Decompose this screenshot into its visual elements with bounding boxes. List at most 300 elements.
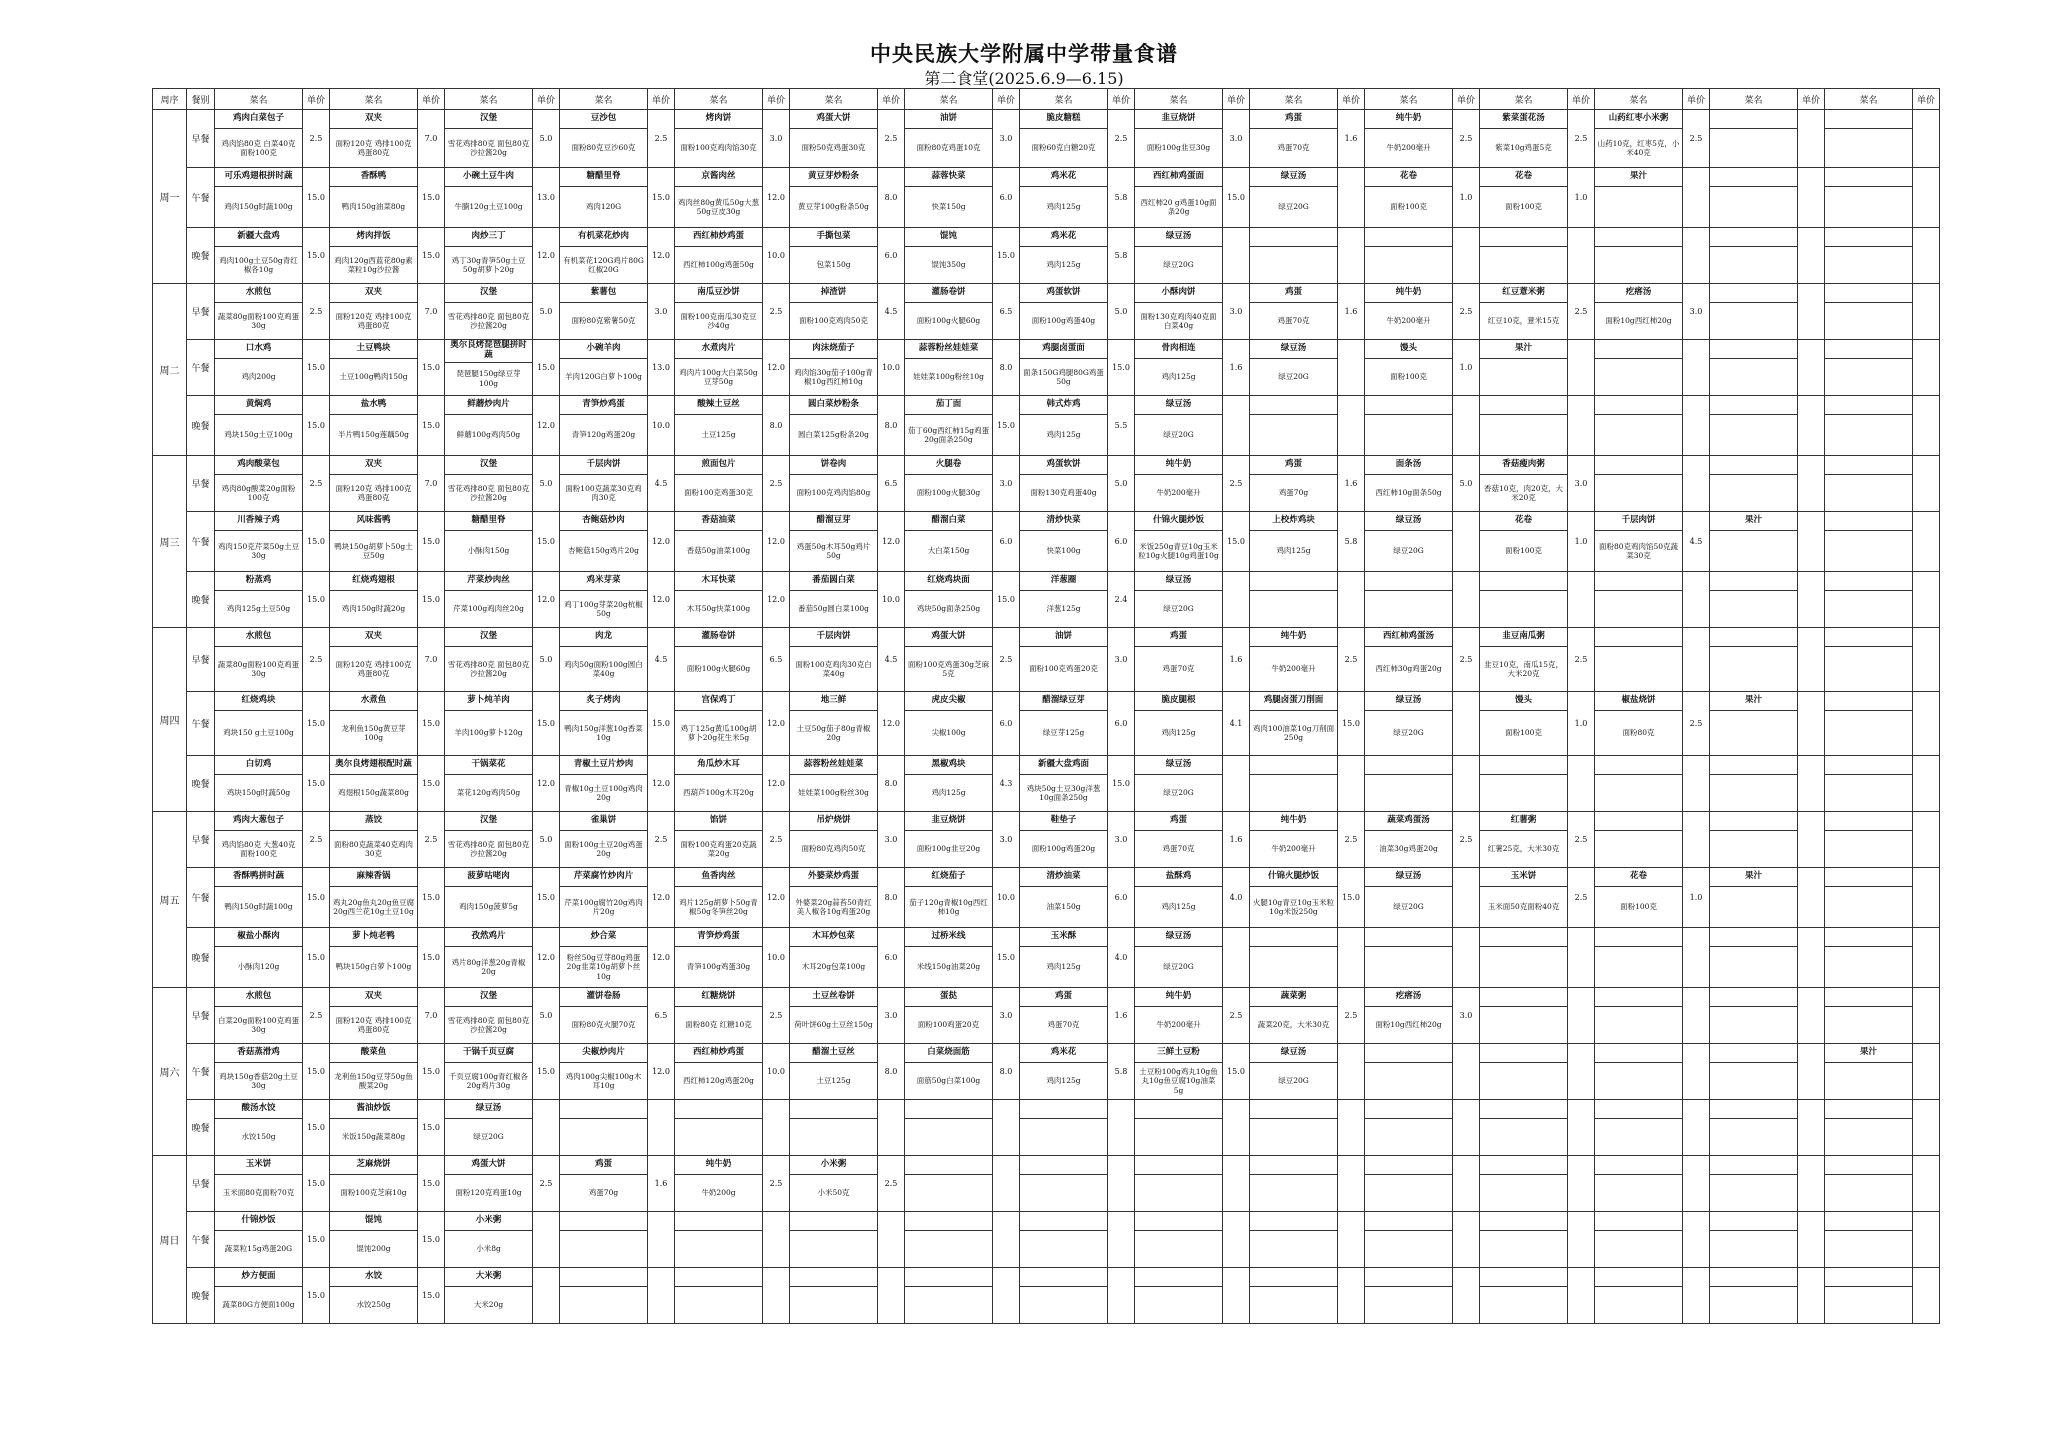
dish-ingredients: 鸡肉200g — [241, 372, 276, 382]
dish-name — [905, 1268, 992, 1287]
dish-cell — [1135, 812, 1223, 868]
dish-price: 15.0 — [418, 168, 445, 228]
dish-cell — [1825, 284, 1913, 340]
dish-price — [1223, 756, 1250, 812]
header-meal: 餐别 — [187, 89, 215, 110]
dish-name: 鸡蛋 — [1135, 812, 1222, 831]
dish-price: 15.0 — [533, 340, 560, 396]
meal-label: 晚餐 — [187, 572, 215, 628]
dish-name — [1825, 692, 1912, 711]
dish-name — [1595, 812, 1682, 831]
dish-cell — [1825, 868, 1913, 928]
dish-cell — [1250, 1044, 1338, 1100]
dish-ingredients: 蔬菜80g面粉100克鸡蛋30g — [217, 659, 300, 678]
dish-price — [1453, 512, 1480, 572]
dish-price — [1453, 756, 1480, 812]
dish-cell — [905, 396, 993, 456]
dish-cell — [1595, 628, 1683, 692]
dish-name: 虎皮尖椒 — [905, 692, 992, 711]
dish-price — [1683, 1268, 1710, 1324]
meal-label: 晚餐 — [187, 396, 215, 456]
dish-price: 2.5 — [1568, 110, 1595, 168]
day-label: 周一 — [153, 110, 187, 284]
header-dish-name: 菜名 — [560, 89, 648, 110]
dish-name — [1825, 868, 1912, 887]
dish-name: 炙子烤肉 — [560, 692, 647, 711]
dish-ingredients — [1480, 1175, 1567, 1211]
dish-price — [1798, 928, 1825, 988]
dish-name — [1595, 756, 1682, 775]
dish-cell — [215, 1156, 303, 1212]
dish-name: 土豆鸭块 — [330, 340, 417, 359]
dish-price — [1798, 110, 1825, 168]
dish-ingredients: 鸡肉片100g大白菜50g豆芽50g — [679, 367, 758, 386]
dish-ingredients — [905, 1231, 992, 1267]
dish-name: 酱油炒饭 — [330, 1100, 417, 1119]
dish-cell — [1020, 228, 1108, 284]
dish-name: 白切鸡 — [215, 756, 302, 775]
dish-name: 绿豆汤 — [1135, 396, 1222, 415]
dish-ingredients: 土豆粉100g鸡丸10g鱼丸10g鱼豆腐10g油菜5g — [1139, 1066, 1218, 1095]
dish-name — [1825, 512, 1912, 531]
dish-cell — [905, 110, 993, 168]
dish-name: 黄豆芽炒粉条 — [790, 168, 877, 187]
dish-price: 2.5 — [878, 1156, 905, 1212]
dish-price — [1798, 284, 1825, 340]
dish-name: 角瓜炒木耳 — [675, 756, 762, 775]
dish-price — [1798, 340, 1825, 396]
dish-cell — [445, 628, 533, 692]
dish-ingredients: 鸡丸20g鱼丸20g鱼豆腐20g西兰花10g土豆10g — [332, 897, 415, 916]
dish-ingredients — [1825, 247, 1912, 283]
dish-ingredients: 芹菜100g鸡肉丝20g — [453, 604, 524, 614]
dish-name: 花卷 — [1595, 868, 1682, 887]
dish-name: 面条汤 — [1365, 456, 1452, 475]
dish-name: 香菇瘦肉粥 — [1480, 456, 1567, 475]
dish-ingredients — [1595, 1175, 1682, 1211]
dish-cell — [1250, 396, 1338, 456]
dish-name: 鸡蛋大饼 — [790, 110, 877, 129]
dish-name: 麻辣香锅 — [330, 868, 417, 887]
dish-cell — [1710, 396, 1798, 456]
dish-price — [1223, 928, 1250, 988]
dish-cell — [445, 988, 533, 1044]
dish-ingredients: 面粉100克南瓜30克豆沙40g — [680, 311, 757, 330]
dish-ingredients — [675, 1287, 762, 1323]
dish-cell — [215, 456, 303, 512]
dish-name: 脆皮腿根 — [1135, 692, 1222, 711]
dish-ingredients: 鸡肉50g面粉100g圆白菜40g — [564, 659, 643, 678]
dish-ingredients: 外婆菜20g蒜苔50青红美人椒各10g鸡蛋20g — [795, 897, 872, 916]
dish-price: 6.5 — [878, 456, 905, 512]
dish-ingredients: 面粉100克芝麻10g — [340, 1188, 407, 1198]
dish-price: 2.5 — [648, 110, 675, 168]
dish-name: 圆白菜炒粉条 — [790, 396, 877, 415]
dish-name: 双夹 — [330, 988, 417, 1007]
dish-price: 1.6 — [1223, 340, 1250, 396]
dish-cell — [790, 396, 878, 456]
dish-name: 水饺 — [330, 1268, 417, 1287]
dish-price: 15.0 — [993, 396, 1020, 456]
dish-cell — [1595, 812, 1683, 868]
dish-cell — [445, 228, 533, 284]
dish-price: 4.5 — [648, 628, 675, 692]
dish-ingredients — [1480, 1231, 1567, 1267]
dish-price — [1913, 1100, 1940, 1156]
dish-cell — [560, 988, 648, 1044]
dish-name: 绿豆汤 — [1250, 340, 1337, 359]
dish-ingredients: 绿豆20G — [1393, 728, 1424, 738]
dish-ingredients — [1135, 1119, 1222, 1155]
dish-name — [1365, 228, 1452, 247]
dish-ingredients: 小酥肉150g — [467, 546, 510, 556]
dish-price — [1453, 1044, 1480, 1100]
dish-ingredients: 千页豆腐100g青红椒各20g鸡片30g — [448, 1071, 529, 1090]
dish-ingredients: 鸡肉馅80克 大葱40克 面粉100克 — [221, 839, 296, 858]
dish-cell — [560, 168, 648, 228]
dish-price: 4.5 — [1683, 512, 1710, 572]
dish-price: 12.0 — [648, 928, 675, 988]
dish-cell — [675, 168, 763, 228]
dish-cell — [1135, 928, 1223, 988]
dish-cell — [1595, 110, 1683, 168]
dish-name: 掉渣饼 — [790, 284, 877, 303]
dish-cell — [1250, 340, 1338, 396]
dish-name: 干锅千页豆腐 — [445, 1044, 532, 1063]
dish-ingredients — [1710, 1063, 1797, 1099]
dish-price: 3.0 — [1223, 110, 1250, 168]
dish-price: 2.5 — [1568, 868, 1595, 928]
dish-name: 鸡蛋 — [560, 1156, 647, 1175]
dish-ingredients — [1825, 775, 1912, 811]
dish-cell — [790, 512, 878, 572]
dish-price: 2.5 — [1453, 110, 1480, 168]
dish-price — [1453, 572, 1480, 628]
dish-ingredients — [1825, 1287, 1912, 1323]
dish-ingredients: 鸡肉125g — [1161, 902, 1196, 912]
dish-cell — [675, 812, 763, 868]
dish-cell — [1595, 1212, 1683, 1268]
dish-name: 芹菜腐竹炒肉片 — [560, 868, 647, 887]
dish-cell — [1020, 1212, 1108, 1268]
dish-ingredients: 西红柿30g鸡蛋20g — [1375, 664, 1442, 674]
dish-ingredients: 青笋100g鸡蛋30g — [686, 962, 751, 972]
dish-ingredients: 面粉100鸡蛋20克 — [917, 1020, 980, 1030]
dish-cell — [1135, 340, 1223, 396]
dish-name: 烤肉拌饭 — [330, 228, 417, 247]
dish-ingredients: 面粉80克火腿70克 — [571, 1020, 636, 1030]
dish-name: 玉米饼 — [1480, 868, 1567, 887]
dish-cell — [790, 110, 878, 168]
dish-cell — [1135, 512, 1223, 572]
dish-price — [1108, 1156, 1135, 1212]
dish-ingredients — [1135, 1287, 1222, 1323]
dish-cell — [330, 168, 418, 228]
dish-ingredients — [1710, 1231, 1797, 1267]
dish-cell — [1595, 572, 1683, 628]
dish-name — [1710, 1156, 1797, 1175]
dish-name: 鱼香肉丝 — [675, 868, 762, 887]
dish-cell — [905, 284, 993, 340]
dish-cell — [445, 572, 533, 628]
dish-name: 蒜蓉粉丝娃娃菜 — [905, 340, 992, 359]
dish-cell — [1480, 228, 1568, 284]
dish-ingredients: 绿豆20G — [1163, 260, 1194, 270]
dish-name: 红糖烧饼 — [675, 988, 762, 1007]
dish-ingredients: 西葫芦100g木耳20g — [683, 788, 754, 798]
dish-name — [1825, 1100, 1912, 1119]
dish-cell — [1595, 988, 1683, 1044]
header-dish-name: 菜名 — [1365, 89, 1453, 110]
dish-cell — [560, 868, 648, 928]
dish-ingredients — [1710, 591, 1797, 627]
dish-cell — [1480, 396, 1568, 456]
dish-ingredients: 绿豆20G — [1163, 788, 1194, 798]
dish-cell — [790, 572, 878, 628]
dish-name: 小酥肉饼 — [1135, 284, 1222, 303]
dish-price: 15.0 — [418, 1044, 445, 1100]
meal-label: 晚餐 — [187, 228, 215, 284]
dish-cell — [445, 756, 533, 812]
dish-ingredients: 面粉80克鸡肉馅50克蔬菜30克 — [1598, 541, 1679, 560]
dish-ingredients: 面粉100g火腿30g — [916, 488, 981, 498]
dish-name: 绿豆汤 — [1365, 512, 1452, 531]
dish-cell — [1710, 928, 1798, 988]
dish-cell — [1135, 168, 1223, 228]
dish-price — [1913, 1044, 1940, 1100]
dish-ingredients: 绿豆芽125g — [1042, 728, 1085, 738]
dish-ingredients — [1825, 1175, 1912, 1211]
dish-ingredients: 西红柿100g鸡蛋50g — [683, 260, 754, 270]
header-price: 单价 — [1568, 89, 1595, 110]
dish-price: 5.8 — [1108, 168, 1135, 228]
dish-ingredients: 黄豆芽100g粉条50g — [798, 202, 869, 212]
dish-cell — [1825, 928, 1913, 988]
dish-price — [1108, 1268, 1135, 1324]
dish-name: 水煎包 — [215, 628, 302, 647]
dish-price — [1913, 228, 1940, 284]
dish-name: 西红柿炒鸡蛋 — [675, 1044, 762, 1063]
dish-price — [1913, 928, 1940, 988]
header-price: 单价 — [1683, 89, 1710, 110]
dish-name: 烤肉饼 — [675, 110, 762, 129]
dish-ingredients: 杏鲍菇150g鸡片20g — [568, 546, 639, 556]
dish-cell — [1365, 868, 1453, 928]
dish-price: 10.0 — [878, 572, 905, 628]
dish-name: 新疆大盘鸡 — [215, 228, 302, 247]
dish-ingredients: 茄子120g青椒10g西红柿10g — [909, 897, 988, 916]
dish-ingredients — [1710, 303, 1797, 339]
dish-price: 15.0 — [533, 692, 560, 756]
dish-ingredients: 羊肉120G白萝卜100g — [565, 372, 642, 382]
dish-ingredients: 鸡丁30g青笋50g土豆50g胡萝卜20g — [451, 255, 526, 274]
dish-ingredients — [1825, 129, 1912, 167]
dish-name: 孜然鸡片 — [445, 928, 532, 947]
dish-name: 灌肠卷饼 — [905, 284, 992, 303]
dish-cell — [1365, 756, 1453, 812]
dish-price: 1.6 — [648, 1156, 675, 1212]
dish-cell — [905, 572, 993, 628]
dish-price: 6.0 — [878, 228, 905, 284]
dish-ingredients: 面粉100g韭豆30g — [1146, 143, 1211, 153]
dish-price: 10.0 — [878, 340, 905, 396]
dish-name: 蔬菜鸡蛋汤 — [1365, 812, 1452, 831]
dish-price: 2.5 — [1568, 628, 1595, 692]
dish-ingredients: 红豆10克，薏米15克 — [1487, 316, 1560, 326]
dish-name: 红烧鸡翅根 — [330, 572, 417, 591]
dish-ingredients: 鸡蛋70g — [1278, 488, 1309, 498]
dish-ingredients — [1250, 1231, 1337, 1267]
dish-cell — [1020, 756, 1108, 812]
dish-cell — [330, 572, 418, 628]
dish-name: 新疆大盘鸡面 — [1020, 756, 1107, 775]
dish-cell — [1710, 756, 1798, 812]
dish-name — [1710, 396, 1797, 415]
dish-cell — [330, 1100, 418, 1156]
dish-name: 小米粥 — [790, 1156, 877, 1175]
dish-name: 酸菜鱼 — [330, 1044, 417, 1063]
dish-cell — [1480, 340, 1568, 396]
dish-name: 豆沙包 — [560, 110, 647, 129]
dish-name — [675, 1212, 762, 1231]
dish-name — [1595, 1100, 1682, 1119]
dish-ingredients: 鸭肉150g时蔬100g — [224, 902, 293, 912]
dish-ingredients: 蔬菜80G方便面100g — [222, 1300, 295, 1310]
dish-cell — [445, 1100, 533, 1156]
dish-price: 15.0 — [1338, 692, 1365, 756]
dish-name — [1480, 756, 1567, 775]
dish-ingredients: 鸡蛋70克 — [1162, 844, 1195, 854]
page-title: 中央民族大学附属中学带量食谱 — [870, 42, 1178, 66]
dish-cell — [1020, 110, 1108, 168]
dish-name: 饼卷肉 — [790, 456, 877, 475]
dish-ingredients — [1710, 831, 1797, 867]
dish-name — [790, 1268, 877, 1287]
dish-cell — [330, 512, 418, 572]
dish-name — [560, 1268, 647, 1287]
dish-ingredients: 羊肉100g萝卜120g — [454, 728, 523, 738]
dish-ingredients: 牛奶200毫升 — [1156, 488, 1201, 498]
dish-ingredients: 馄饨200g — [356, 1244, 391, 1254]
dish-name — [1135, 1212, 1222, 1231]
dish-price — [1568, 1156, 1595, 1212]
dish-price: 15.0 — [303, 1268, 330, 1324]
dish-cell — [790, 1268, 878, 1324]
dish-name: 蒜蓉粉丝娃娃菜 — [790, 756, 877, 775]
dish-name: 纯牛奶 — [1365, 110, 1452, 129]
dish-price — [1913, 756, 1940, 812]
dish-price: 2.5 — [1338, 988, 1365, 1044]
dish-cell — [1595, 284, 1683, 340]
meal-row — [153, 572, 1940, 628]
dish-ingredients: 土豆125g — [701, 430, 736, 440]
dish-ingredients: 面粉100克 — [1505, 546, 1542, 556]
header-dish-name: 菜名 — [215, 89, 303, 110]
dish-name: 千层肉饼 — [560, 456, 647, 475]
dish-cell — [445, 1156, 533, 1212]
dish-price — [1453, 1100, 1480, 1156]
dish-name — [1825, 1212, 1912, 1231]
dish-cell — [215, 1044, 303, 1100]
dish-cell — [1135, 692, 1223, 756]
dish-cell — [1365, 456, 1453, 512]
dish-cell — [675, 628, 763, 692]
header-price: 单价 — [993, 89, 1020, 110]
dish-ingredients — [1365, 1119, 1452, 1155]
dish-cell — [905, 340, 993, 396]
dish-name — [1020, 1100, 1107, 1119]
dish-ingredients: 米饭150g蔬菜80g — [341, 1132, 406, 1142]
dish-ingredients: 鸡肉125g — [931, 788, 966, 798]
dish-ingredients — [1825, 187, 1912, 227]
dish-cell — [1135, 1044, 1223, 1100]
dish-ingredients — [1710, 415, 1797, 455]
dish-ingredients: 面粉120克 鸡排100克 鸡蛋80克 — [335, 483, 412, 502]
dish-ingredients — [905, 1119, 992, 1155]
dish-cell — [1480, 1212, 1568, 1268]
dish-name — [1710, 988, 1797, 1007]
dish-cell — [1135, 988, 1223, 1044]
dish-name — [1250, 1100, 1337, 1119]
dish-price — [993, 1156, 1020, 1212]
dish-name: 土豆丝卷饼 — [790, 988, 877, 1007]
dish-cell — [905, 1100, 993, 1156]
dish-cell — [1020, 1044, 1108, 1100]
dish-cell — [445, 284, 533, 340]
dish-name — [1135, 1100, 1222, 1119]
dish-cell — [560, 284, 648, 340]
dish-price: 15.0 — [303, 396, 330, 456]
dish-name: 绿豆汤 — [1250, 1044, 1337, 1063]
dish-name — [1710, 168, 1797, 187]
meal-label: 晚餐 — [187, 756, 215, 812]
dish-cell — [445, 1268, 533, 1324]
dish-price: 15.0 — [303, 928, 330, 988]
dish-ingredients — [1365, 1175, 1452, 1211]
dish-price: 15.0 — [993, 928, 1020, 988]
header-dish-name: 菜名 — [790, 89, 878, 110]
dish-cell — [1250, 1156, 1338, 1212]
dish-cell — [790, 868, 878, 928]
meal-label: 早餐 — [187, 1156, 215, 1212]
dish-price: 15.0 — [303, 1156, 330, 1212]
dish-cell — [1595, 1156, 1683, 1212]
dish-price: 1.0 — [1453, 168, 1480, 228]
dish-ingredients: 面粉10g西红柿20g — [1605, 316, 1672, 326]
dish-name: 鸡蛋 — [1250, 284, 1337, 303]
dish-name — [1020, 1156, 1107, 1175]
header-dish-name: 菜名 — [1595, 89, 1683, 110]
dish-price — [993, 1268, 1020, 1324]
dish-name — [1250, 1268, 1337, 1287]
dish-ingredients — [1480, 1063, 1567, 1099]
dish-cell — [445, 512, 533, 572]
dish-ingredients — [1825, 647, 1912, 691]
dish-name — [1825, 572, 1912, 591]
dish-price: 2.5 — [1223, 988, 1250, 1044]
dish-cell — [330, 988, 418, 1044]
dish-price: 2.5 — [763, 812, 790, 868]
dish-name — [1480, 1268, 1567, 1287]
dish-cell — [1020, 868, 1108, 928]
dish-price — [1683, 1156, 1710, 1212]
dish-cell — [215, 988, 303, 1044]
dish-cell — [905, 868, 993, 928]
dish-price: 1.6 — [1338, 284, 1365, 340]
dish-ingredients: 绿豆20G — [1278, 1076, 1309, 1086]
dish-price — [1683, 1100, 1710, 1156]
dish-cell — [790, 1156, 878, 1212]
